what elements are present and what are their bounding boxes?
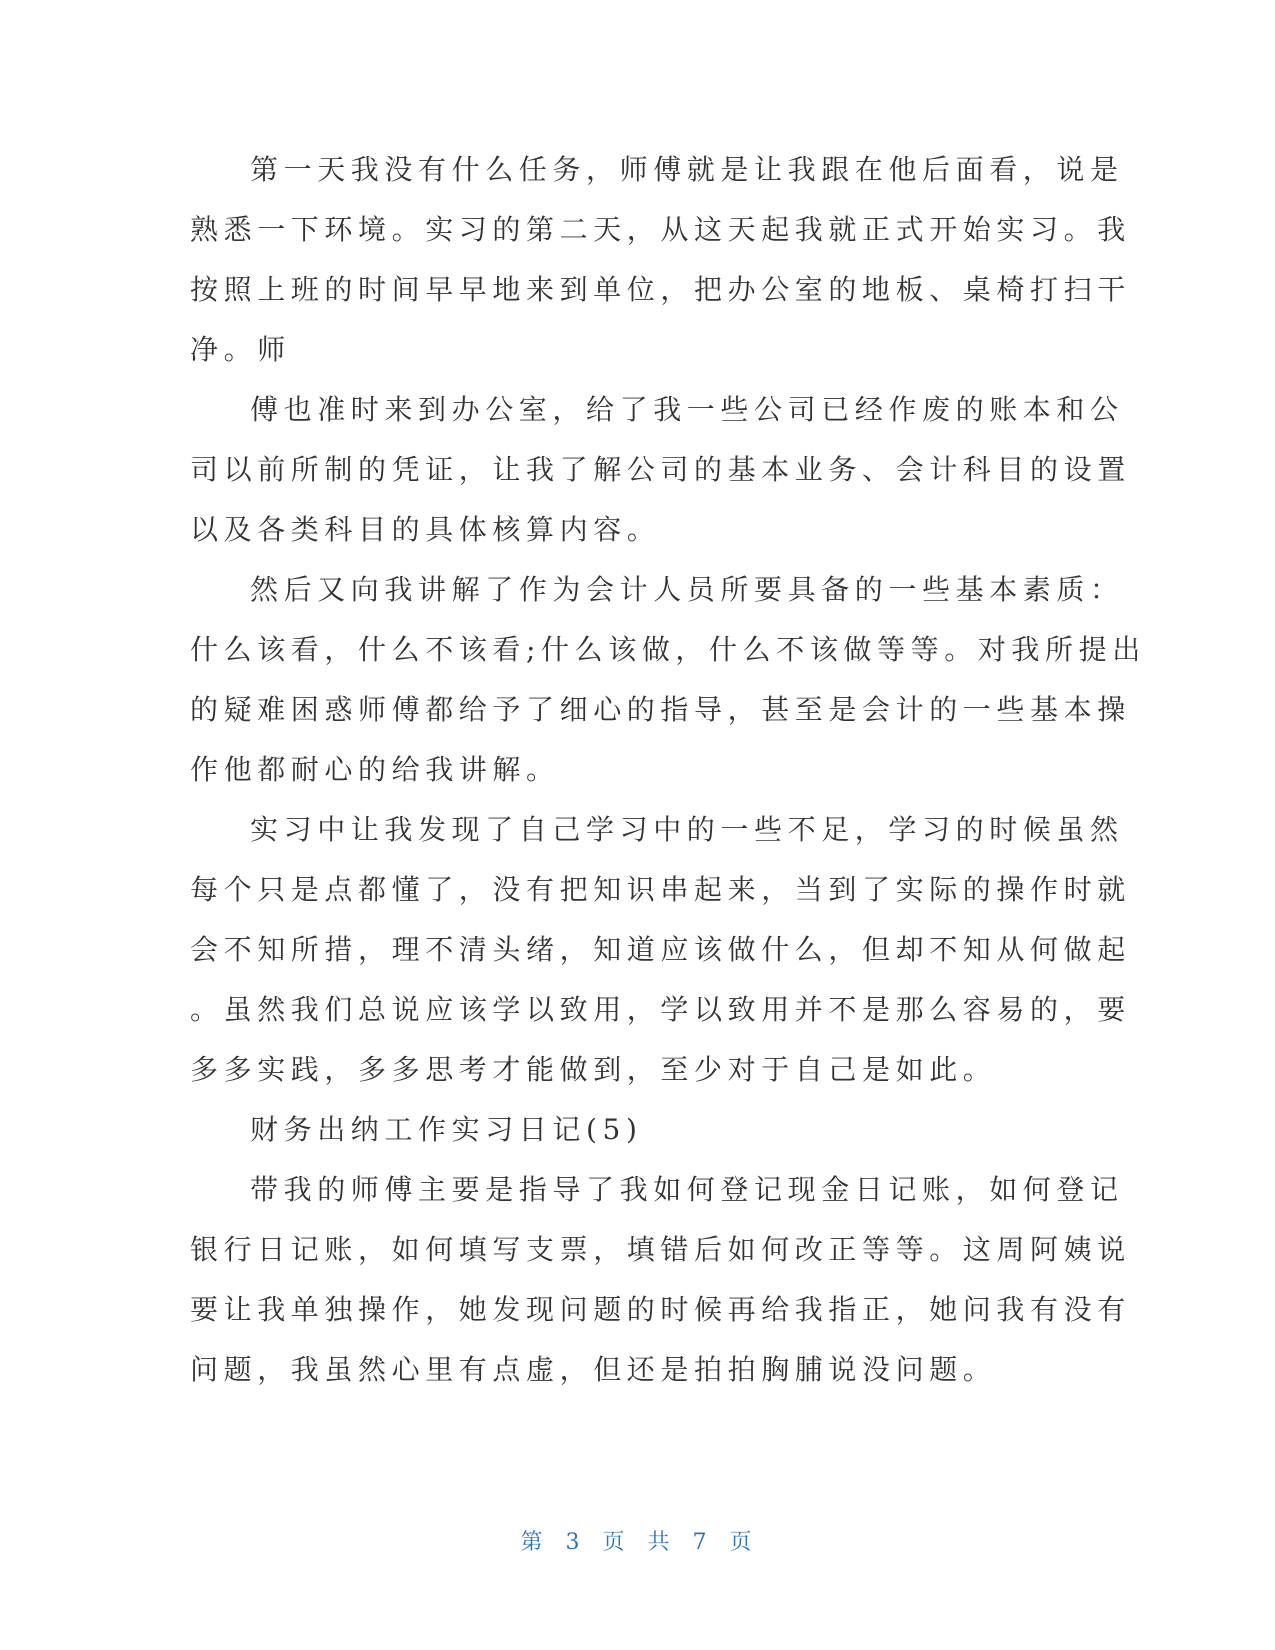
footer-current-page: 3: [565, 1530, 583, 1555]
footer-word-di: 第: [520, 1530, 546, 1555]
text-line: 按照上班的时间早早地来到单位，把办公室的地板、桌椅打扫干: [190, 273, 1131, 306]
document-body: [190, 140, 1146, 1400]
page-footer: [0, 1525, 1275, 1556]
text-line: 银行日记账，如何填写支票，填错后如何改正等等。这周阿姨说: [190, 1233, 1131, 1266]
text-line: 以及各类科目的具体核算内容。: [190, 513, 661, 546]
footer-word-ye-end: 页: [729, 1530, 755, 1555]
footer-total-pages: 7: [692, 1530, 710, 1555]
text-line: 司以前所制的凭证，让我了解公司的基本业务、会计科目的设置: [190, 453, 1131, 486]
footer-word-ye: 页: [602, 1530, 628, 1555]
text-line: 然后又向我讲解了作为会计人员所要具备的一些基本素质：: [250, 573, 1124, 606]
text-line: 每个只是点都懂了，没有把知识串起来，当到了实际的操作时就: [190, 873, 1131, 906]
text-line: 作他都耐心的给我讲解。: [190, 753, 560, 786]
text-line: 财务出纳工作实习日记(5): [250, 1113, 643, 1146]
text-line: 要让我单独操作，她发现问题的时候再给我指正，她问我有没有: [190, 1293, 1131, 1326]
text-line: 什么该看，什么不该看;什么该做，什么不该做等等。对我所提出: [190, 633, 1146, 666]
text-line: 傅也准时来到办公室，给了我一些公司已经作废的账本和公: [250, 393, 1124, 426]
footer-word-gong: 共: [647, 1530, 673, 1555]
text-line: 带我的师傅主要是指导了我如何登记现金日记账，如何登记: [250, 1173, 1124, 1206]
text-line: 实习中让我发现了自己学习中的一些不足，学习的时候虽然: [250, 813, 1124, 846]
text-line: 。虽然我们总说应该学以致用，学以致用并不是那么容易的，要: [190, 993, 1131, 1026]
text-line: 净。师: [190, 333, 291, 366]
text-line: 多多实践，多多思考才能做到，至少对于自己是如此。: [190, 1053, 997, 1086]
text-line: 熟悉一下环境。实习的第二天，从这天起我就正式开始实习。我: [190, 213, 1131, 246]
text-line: 问题，我虽然心里有点虚，但还是拍拍胸脯说没问题。: [190, 1353, 997, 1386]
text-line: 的疑难困惑师傅都给予了细心的指导，甚至是会计的一些基本操: [190, 693, 1131, 726]
text-line: 会不知所措，理不清头绪，知道应该做什么，但却不知从何做起: [190, 933, 1131, 966]
text-line: 第一天我没有什么任务，师傅就是让我跟在他后面看，说是: [250, 153, 1124, 186]
